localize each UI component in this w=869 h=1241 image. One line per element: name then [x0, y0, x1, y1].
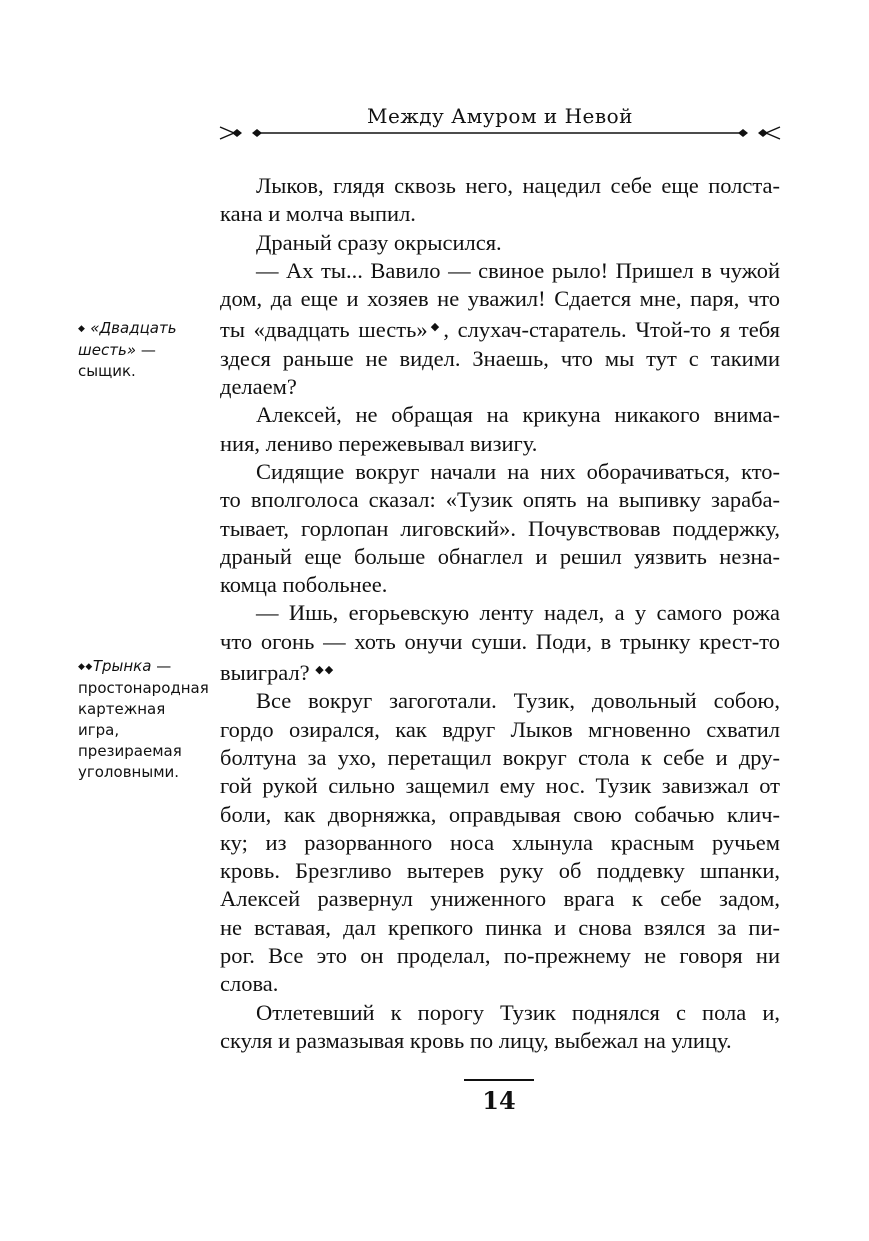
- text-line: — Ишь, егорьевскую ленту надел, а у самого рожа: [256, 600, 780, 626]
- text-line: слова.: [220, 971, 279, 997]
- text-line: гордо озирался, как вдруг Лыков мгновенно схватил: [220, 716, 780, 742]
- text-fragment: выиграл?: [220, 660, 310, 686]
- text-line: [220, 656, 780, 687]
- margin-note: [78, 318, 202, 382]
- note-marker: ◆◆: [78, 662, 93, 672]
- note-marker: ◆: [78, 324, 86, 334]
- text-line: Алексей, не обращая на крикуна никакого внима-: [256, 402, 780, 428]
- text-line: ния, лениво пережевывал визигу.: [220, 430, 538, 456]
- text-line: комца побольнее.: [220, 572, 388, 598]
- text-line: тывает, горлопан лиговский». Почувствовав поддержку,: [220, 515, 780, 541]
- text-line: не вставая, дал крепкого пинка и снова взялся за пи-: [220, 914, 780, 940]
- text-line: ку; из разорванного носа хлынула красным ручьем: [220, 829, 780, 855]
- text-line: кровь. Брезгливо вытерев руку об поддевку шпанки,: [220, 858, 780, 884]
- note-definition: — сыщик.: [78, 341, 156, 380]
- text-line: скуля и размазывая кровь по лицу, выбежал на улицу.: [220, 1027, 732, 1053]
- text-line: рог. Все это он проделал, по-прежнему не говоря ни: [220, 943, 780, 969]
- running-head: Между Амуром и Невой: [367, 104, 633, 128]
- text-line: Отлетевший к порогу Тузик поднялся с пола и,: [256, 999, 780, 1025]
- text-line: что огонь — хоть онучи суши. Поди, в трынку крест-то: [220, 628, 780, 654]
- text-line: Все вокруг загоготали. Тузик, довольный собою,: [256, 688, 780, 714]
- note-definition: — простонародная картежная игра, презираемая уголовными.: [78, 657, 209, 781]
- text-line: Лыков, глядя сквозь него, нацедил себе еще полста-: [256, 173, 780, 198]
- text-line: Сидящие вокруг начали на них оборачиваться, кто-: [256, 458, 780, 484]
- text-line: [220, 313, 780, 344]
- body-text: [220, 172, 780, 1055]
- text-line: — Ах ты... Вавило — свиное рыло! Пришел в чужой: [256, 257, 780, 283]
- margin-note: [78, 656, 209, 783]
- note-term: «Двадцать шесть»: [78, 319, 177, 359]
- folio-rule: [464, 1079, 534, 1081]
- text-line: Алексей развернул униженного врага к себе задом,: [220, 886, 780, 912]
- text-line: драный еще больше обнаглел и решил уязвить незна-: [220, 543, 780, 569]
- text-line: гой рукой сильно защемил ему нос. Тузик завизжал от: [220, 773, 780, 799]
- footnote-marker: ◆◆: [315, 664, 335, 677]
- text-line: Драный сразу окрысился.: [256, 229, 502, 255]
- note-term: Трынка: [92, 657, 152, 675]
- text-fragment: , слухач-старатель. Чтой-то я тебя: [443, 317, 780, 343]
- text-line: дом, да еще и хозяев не уважил! Сдается мне, паря, что: [220, 286, 780, 312]
- header-ornament-rule: [218, 124, 782, 142]
- text-line: боли, как дворняжка, оправдывая свою собачью клич-: [220, 801, 780, 827]
- text-line: делаем?: [220, 374, 297, 400]
- footnote-marker: ◆: [427, 321, 444, 334]
- page-number: 14: [482, 1086, 516, 1115]
- text-fragment: ты «двадцать шесть»: [220, 317, 428, 343]
- text-line: то вполголоса сказал: «Тузик опять на выпивку зараба-: [220, 487, 780, 513]
- text-line: болтуна за ухо, перетащил вокруг стола к себе и дру-: [220, 744, 780, 770]
- text-line: кана и молча выпил.: [220, 201, 416, 227]
- text-line: здеся раньше не видел. Знаешь, что мы тут с такими: [220, 345, 780, 371]
